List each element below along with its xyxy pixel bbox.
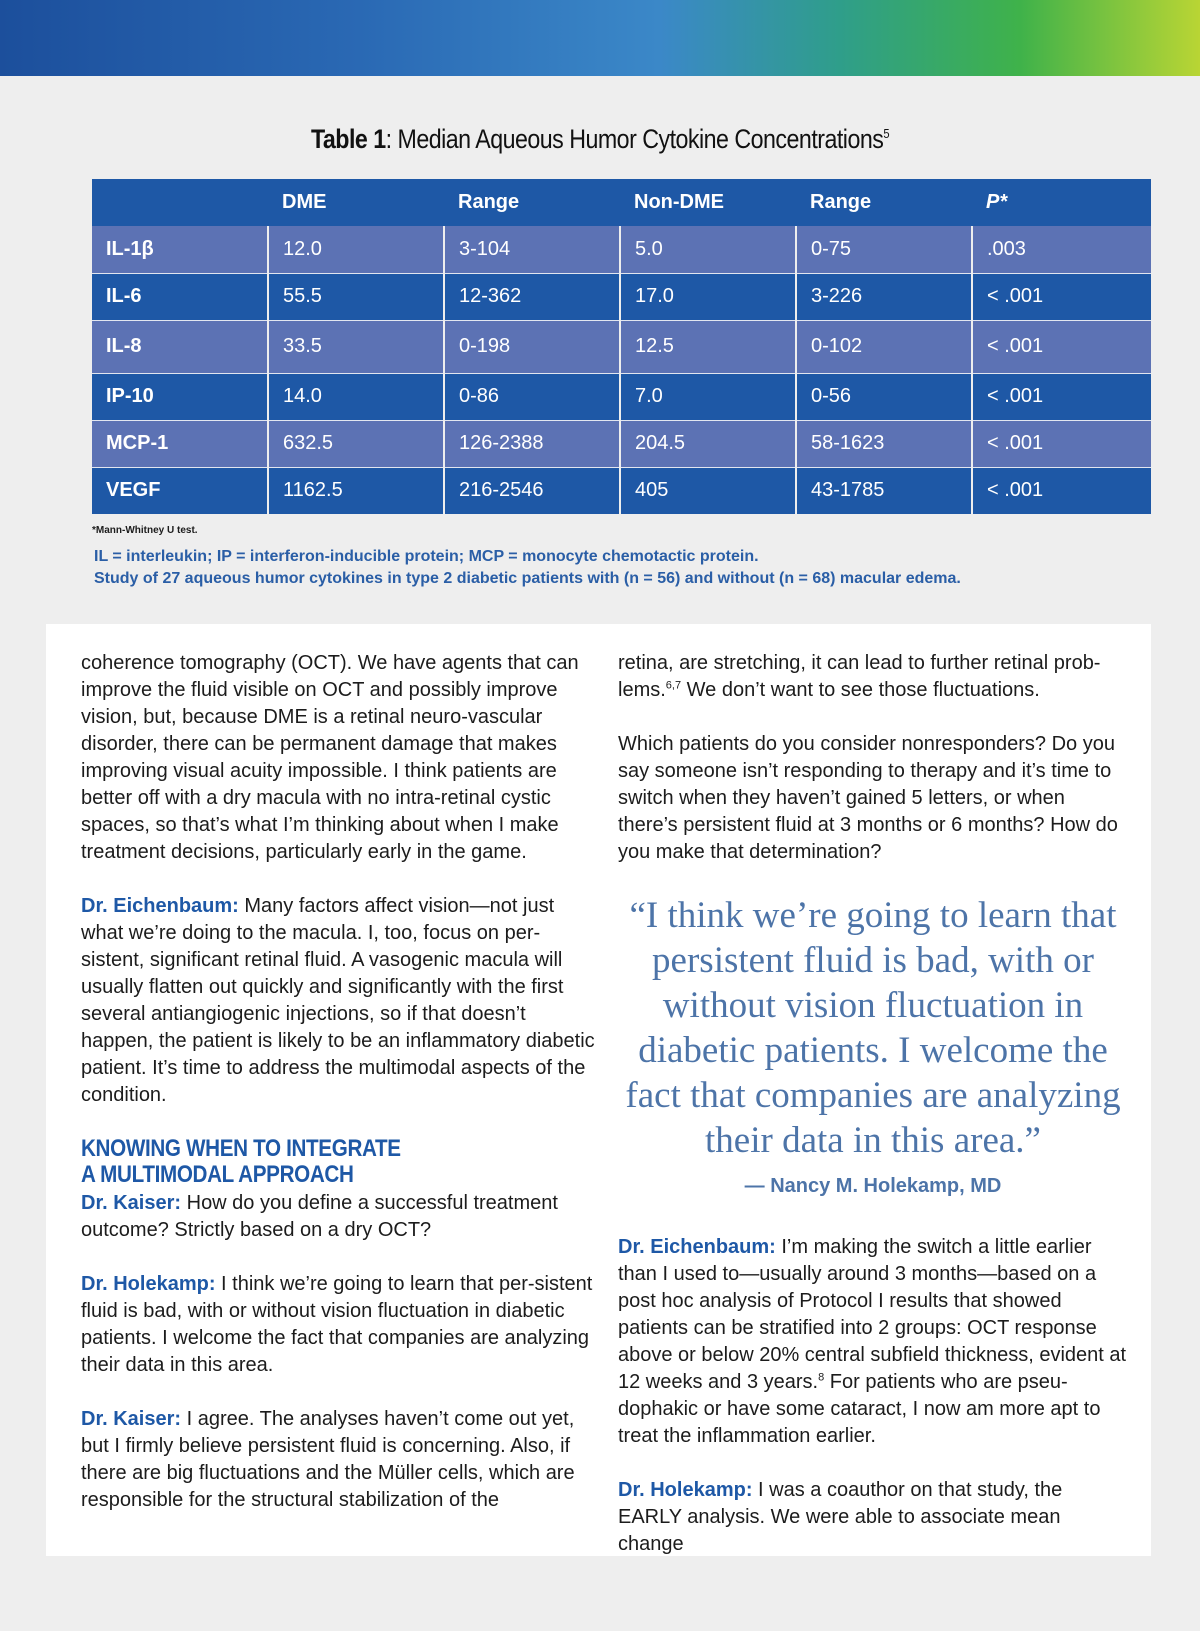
speaker-name: Dr. Kaiser: — [81, 1408, 182, 1430]
paragraph: Dr. Holekamp: I was a coauthor on that study, the EARLY analysis. We were able to associate mean change — [618, 1479, 1063, 1555]
table-cell: 17.0 — [620, 273, 796, 320]
table-cell: 7.0 — [620, 373, 796, 420]
quote-attribution: — Nancy M. Holekamp, MD — [744, 1175, 1002, 1197]
table-header-cell — [92, 179, 268, 226]
left-column — [81, 650, 601, 1541]
table-cell: 405 — [620, 467, 796, 514]
table-cell: 0-102 — [796, 320, 972, 373]
table-cell: 12-362 — [444, 273, 620, 320]
table-cell: .003 — [972, 226, 1151, 273]
table-cell: 216-2546 — [444, 467, 620, 514]
table-header-cell: Range — [796, 179, 972, 226]
paragraph: coherence tomography (OCT). We have agents that can improve the fluid visible on OCT and possibly improve vision, but, because DME is a retinal neuro-vascular disorder, there can be permanent damage that makes improving visual acuity impossible. I think patients are better off with a dry macula with no intra-retinal cystic spaces, so that’s what I’m thinking about when I make treatment decisions, particularly early in the game. — [81, 652, 579, 863]
table-footnote: *Mann-Whitney U test. — [92, 525, 198, 536]
table-cell: < .001 — [972, 320, 1151, 373]
table-cell: 126-2388 — [444, 420, 620, 467]
table-cell: 0-56 — [796, 373, 972, 420]
speaker-name: Dr. Holekamp: — [81, 1273, 216, 1295]
table-cell: MCP-1 — [92, 420, 268, 467]
paragraph: Dr. Holekamp: I think we’re going to learn that per-sistent fluid is bad, with or without vision fluctuation in diabetic patients. I welcome the fact that companies are analyzing their data in this area. — [81, 1273, 593, 1376]
header-gradient-band — [0, 0, 1200, 76]
table-row — [92, 226, 1151, 273]
table-row — [92, 420, 1151, 467]
table-cell: 3-104 — [444, 226, 620, 273]
table-cell: IL-8 — [92, 320, 268, 373]
reference-superscript: 6,7 — [665, 679, 682, 692]
paragraph: Dr. Kaiser: How do you define a successful treatment outcome? Strictly based on a dry OCT? — [81, 1192, 558, 1241]
paragraph: retina, are stretching, it can lead to further retinal prob-lems.$^{6,7}$ We don’t want to see those fluctuations. — [618, 652, 1101, 701]
table-cell: 12.0 — [268, 226, 444, 273]
table-cell: 43-1785 — [796, 467, 972, 514]
table-cell: 14.0 — [268, 373, 444, 420]
table-cell: 33.5 — [268, 320, 444, 373]
table-header-cell: P* — [972, 179, 1151, 226]
reference-superscript: 8 — [818, 1371, 825, 1384]
article-body — [46, 624, 1151, 1556]
speaker-name: Dr. Eichenbaum: — [618, 1236, 776, 1258]
study-description-line: Study of 27 aqueous humor cytokines in type 2 diabetic patients with (n = 56) and without (n = 68) macular edema. — [94, 570, 961, 587]
table-cell: 3-226 — [796, 273, 972, 320]
table-title: Table 1: Median Aqueous Humor Cytokine Concentrations$^5$ — [310, 124, 890, 154]
table-cell: 0-86 — [444, 373, 620, 420]
table-cell: < .001 — [972, 467, 1151, 514]
pull-quote: “I think we’re going to learn that persistent fluid is bad, with or without vision fluctuation in diabetic patients. I welcome the fact that companies are analyzing their data in this area.” — [625, 895, 1121, 1161]
paragraph: Dr. Eichenbaum: Many factors affect vision—not just what we’re doing to the macula. I, too, focus on per-sistent, significant retinal fluid. A vasogenic macula will usually flatten out quickly and significantly with the first several antiangiogenic injections, so if that doesn’t happen, the patient is likely to be an inflammatory diabetic patient. It’s time to address the multimodal aspects of the condition. — [81, 895, 595, 1106]
speaker-name: Dr. Kaiser: — [81, 1192, 182, 1214]
speaker-name: Dr. Holekamp: — [618, 1479, 753, 1501]
right-column — [618, 650, 1128, 1585]
table-cell: 632.5 — [268, 420, 444, 467]
table-cell: 204.5 — [620, 420, 796, 467]
table-row — [92, 273, 1151, 320]
table-header-cell: DME — [268, 179, 444, 226]
abbreviations-line: IL = interleukin; IP = interferon-inducible protein; MCP = monocyte chemotactic protein. — [94, 548, 759, 565]
table-cell: < .001 — [972, 420, 1151, 467]
table-cell: IP-10 — [92, 373, 268, 420]
table-cell: 0-198 — [444, 320, 620, 373]
table-row — [92, 467, 1151, 514]
table-cell: IL-6 — [92, 273, 268, 320]
table-row — [92, 320, 1151, 373]
table-cell: 58-1623 — [796, 420, 972, 467]
table-cell: < .001 — [972, 273, 1151, 320]
table-header-cell: Non-DME — [620, 179, 796, 226]
cytokine-table — [92, 179, 1151, 514]
speaker-name: Dr. Eichenbaum: — [81, 895, 239, 917]
table-cell: 12.5 — [620, 320, 796, 373]
paragraph: Which patients do you consider nonresponders? Do you say someone isn’t responding to therapy and it’s time to switch when they haven’t gained 5 letters, or when there’s persistent fluid at 3 months or 6 months? How do you make that determination? — [618, 733, 1118, 863]
table-cell: 1162.5 — [268, 467, 444, 514]
table-row — [92, 373, 1151, 420]
table-cell: 5.0 — [620, 226, 796, 273]
table-header-row — [92, 179, 1151, 226]
table-cell: 0-75 — [796, 226, 972, 273]
table-cell: VEGF — [92, 467, 268, 514]
table-cell: 55.5 — [268, 273, 444, 320]
section-heading: KNOWING WHEN TO INTEGRATE A MULTIMODAL APPROACH — [81, 1135, 401, 1188]
table-cell: IL-1β — [92, 226, 268, 273]
table-abbreviations — [94, 546, 961, 590]
table-header-cell: Range — [444, 179, 620, 226]
table-cell: < .001 — [972, 373, 1151, 420]
paragraph: Dr. Eichenbaum: I’m making the switch a little earlier than I used to—usually around 3 months—based on a post hoc analysis of Protocol I results that showed patients can be stratified into 2 groups: OCT response above or below 20% central subfield thickness, evident at 12 weeks and 3 years.$^8$ For patients who are pseu-dophakic or have some cataract, I now am more apt to treat the inflammation earlier. — [618, 1236, 1127, 1447]
paragraph: Dr. Kaiser: I agree. The analyses haven’t come out yet, but I firmly believe persistent fluid is concerning. Also, if there are big fluctuations and the Müller cells, which are responsible for the structural stabilization of the — [81, 1408, 575, 1511]
